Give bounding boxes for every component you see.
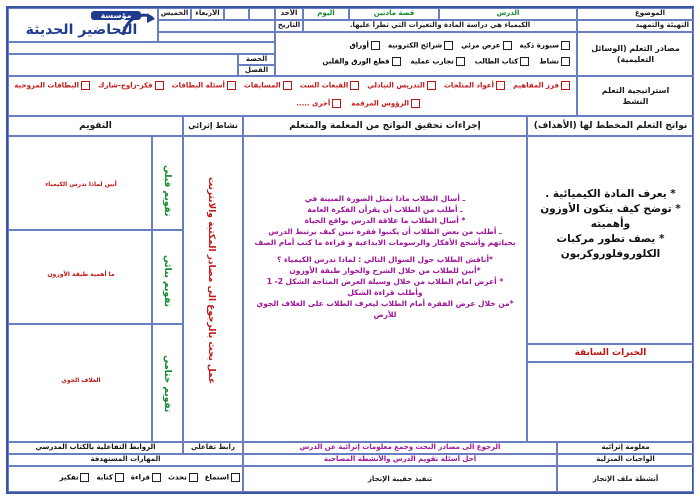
portfolio-label: أنشطة ملف الإنجاز xyxy=(592,474,659,483)
eval-summative-label-cell xyxy=(152,324,183,442)
intro-text-cell xyxy=(303,20,577,32)
checkbox[interactable] xyxy=(456,57,465,66)
day-sun: الأحد xyxy=(280,9,298,17)
strat-opt-10[interactable]: أخرى ..... xyxy=(296,99,343,109)
eval-pre-label-cell xyxy=(152,136,183,230)
course-cell xyxy=(349,8,439,20)
lesson-cell xyxy=(439,8,577,20)
prior-knowledge-label-cell xyxy=(527,344,694,362)
activity-text: عمل بحث بالرجوع الى مصادر المكتبة والانترنت xyxy=(206,177,216,385)
strategies-line2 xyxy=(13,99,572,109)
checkbox[interactable] xyxy=(392,57,401,66)
strategies-line1 xyxy=(13,81,572,91)
eval-formative-label-cell xyxy=(152,230,183,324)
eval-summative-text: الغلاف الجوي xyxy=(61,377,101,384)
enrich-label: معلومة إثرائية xyxy=(601,443,650,451)
date-label-cell xyxy=(275,20,303,32)
homework-label: الواجبات المنزلية xyxy=(596,455,655,463)
lesson-label: الدرس xyxy=(496,9,520,17)
checkbox[interactable] xyxy=(444,41,453,50)
homework-text-cell xyxy=(243,454,557,466)
eval-summative-text-cell xyxy=(8,324,152,442)
date-label: التاريخ xyxy=(277,21,301,29)
checkbox[interactable] xyxy=(231,473,240,482)
skill-speaking[interactable]: تحدث xyxy=(168,473,200,483)
enrich-text-cell xyxy=(243,442,557,454)
res-opt-video[interactable]: عرض مرئي xyxy=(461,41,513,51)
resources-line2 xyxy=(280,57,572,67)
day-cell-tue xyxy=(224,8,249,20)
checkbox[interactable] xyxy=(561,41,570,50)
checkbox[interactable] xyxy=(227,81,236,90)
day-cell-mon xyxy=(249,8,275,20)
procedure-item: ـ أطلب من بعض الطلاب أن يكتبوا فقرة تبين كيف يرتبط الدرس بحياتهم وأشجع الأفكار والرسومات الابداعية و قراءة ما كتب أمام الصف xyxy=(254,227,516,247)
checkbox[interactable] xyxy=(332,99,341,108)
course-label: قصة مادتين xyxy=(373,9,415,17)
enrich-text: الرجوع الى مصادر البحث وجمع معلومات إثرائية عن الدرس xyxy=(299,443,501,451)
procedure-item: ـ أطلب من الطلاب أن يقرأن الفكرة العامة xyxy=(307,205,463,214)
eval-formative-text-cell xyxy=(8,230,152,324)
checkbox[interactable] xyxy=(81,81,90,90)
eval-formative-label: تقويم بنائي xyxy=(162,255,172,307)
portfolio-text: تنفيذ حقيبة الإنجاز xyxy=(367,474,433,483)
res-opt-paper-pens[interactable]: قطع الورق والقلبن xyxy=(322,57,402,67)
strategies-options xyxy=(8,76,577,116)
day-label-cell xyxy=(303,8,349,20)
procedure-item: * أسال الطلاب ما علاقة الدرس بواقع الحياة xyxy=(304,216,466,225)
strat-opt-5[interactable]: المسابقات xyxy=(244,81,294,91)
homework-text: أحل أسئلة تقويم الدرس والأنشطة المصاحبة xyxy=(323,455,477,463)
checkbox[interactable] xyxy=(411,99,420,108)
res-opt-book[interactable]: كتاب الطالب xyxy=(475,57,532,67)
day-cell-wed xyxy=(191,8,224,20)
prior-knowledge-label: الخبرات السابقة xyxy=(574,348,647,358)
period-label: الحصة xyxy=(245,55,268,63)
prior-knowledge-value-cell xyxy=(527,362,694,442)
outcomes-header-text: نواتج التعلم المخطط لها (الأهداف) xyxy=(533,121,688,131)
procedures-header xyxy=(243,116,527,136)
activity-header xyxy=(183,116,243,136)
checkbox[interactable] xyxy=(152,473,161,482)
skills-label-cell xyxy=(8,454,243,466)
outcome-item: * يصف تطور مركبات الكلوروفلوروكربون xyxy=(556,233,665,260)
resources-options xyxy=(275,32,577,76)
strategies-label-cell xyxy=(577,76,694,116)
outcome-item: * يعرف المادة الكيميائية . xyxy=(545,188,676,200)
skill-reading[interactable]: قراءة xyxy=(131,473,163,483)
checkbox[interactable] xyxy=(371,41,380,50)
res-opt-slides[interactable]: شرائح الكترونية xyxy=(388,41,455,51)
blank-cell-b xyxy=(8,42,275,54)
class-label: الفصل xyxy=(244,66,269,74)
outcomes-cell xyxy=(527,136,694,344)
period-label-cell xyxy=(238,54,275,65)
class-label-cell xyxy=(238,65,275,76)
res-opt-papers[interactable]: أوراق xyxy=(350,41,382,51)
procedure-item: ـ أسال الطلاب ماذا تمثل الصورة المبينة في xyxy=(304,194,466,203)
intro-text: الكيمياء هي دراسة المادة والتغيرات التي تطرأ عليها. xyxy=(349,21,531,29)
intro-label: التهيئة والتمهيد xyxy=(635,21,689,29)
checkbox[interactable] xyxy=(496,81,505,90)
checkbox[interactable] xyxy=(427,81,436,90)
subject-label: الموضوع xyxy=(634,9,665,17)
checkbox[interactable] xyxy=(80,473,89,482)
procedures-cell xyxy=(243,136,527,442)
eval-summative-label: تقويم ختامي xyxy=(162,355,172,413)
procedure-item: *من خلال عرض الفقرة أمام الطلاب ليعرف الطلاب على الغلاف الجوي للأرض xyxy=(256,299,514,319)
blank-cell-a xyxy=(158,32,275,42)
res-opt-smartboard[interactable]: سبورة ذكية xyxy=(520,41,573,51)
strat-opt-3[interactable]: التدريس التبادلي xyxy=(367,81,438,91)
checkbox[interactable] xyxy=(561,81,570,90)
portfolio-text-cell xyxy=(243,466,557,492)
strat-opt-4[interactable]: القبعات الست xyxy=(300,81,362,91)
eval-pre-text-cell xyxy=(8,136,152,230)
skills-options xyxy=(9,473,242,483)
checkbox[interactable] xyxy=(189,473,198,482)
checkbox[interactable] xyxy=(283,81,292,90)
procedures-list xyxy=(254,193,516,320)
day-label: اليوم xyxy=(317,9,335,17)
res-opt-activity[interactable]: نشاط xyxy=(539,57,572,67)
skills-label: المهارات المستهدفة xyxy=(90,455,161,463)
enrich-label-cell xyxy=(557,442,694,454)
strat-opt-2[interactable]: أعواد المثلجات xyxy=(444,81,507,91)
resources-label: مصادر التعلم (الوسائل التعليمية) xyxy=(591,44,680,64)
resources-line1 xyxy=(280,41,572,51)
outcomes-header xyxy=(527,116,694,136)
procedure-item: *أناقش الطلاب حول السوال التالي : لماذا ندرس الكيمياء ؟ xyxy=(277,255,493,264)
strat-opt-9[interactable]: الرؤوس المرقمة xyxy=(351,99,422,109)
logo-area xyxy=(8,8,158,42)
outcomes-list xyxy=(538,187,683,262)
day-cell-thu xyxy=(158,8,191,20)
eval-pre-text: أبين لماذا ندرس الكيمياء xyxy=(45,181,117,188)
procedure-item: * أعرض امام الطلاب من خلال وسيلة العرض المتاحة الشكل 2- 1 وأطلب قراءة الشكل xyxy=(266,277,504,297)
link-label: رابط تفاعلي xyxy=(190,443,235,451)
skill-writing[interactable]: كتابة xyxy=(96,473,125,483)
resources-label-cell xyxy=(577,32,694,76)
checkbox[interactable] xyxy=(350,81,359,90)
skill-thinking[interactable]: تفكير xyxy=(60,473,92,483)
logo-line2: التحاضير الحديثة xyxy=(25,22,138,38)
strat-opt-8[interactable]: البطاقات المروحية xyxy=(14,81,92,91)
skills-options-cell xyxy=(8,466,243,492)
strat-opt-7[interactable]: فكر-زاوج-شارك xyxy=(98,81,166,91)
link-text-cell xyxy=(8,442,183,454)
period-class-values xyxy=(8,54,238,76)
day-thu: الخميس xyxy=(160,9,189,17)
checkbox[interactable] xyxy=(115,473,124,482)
strat-opt-6[interactable]: أسئلة البطاقات xyxy=(172,81,238,91)
skill-listening[interactable]: استماع xyxy=(205,473,242,483)
lesson-plan-sheet xyxy=(6,6,694,494)
logo-line1: مؤسسة xyxy=(91,11,141,20)
res-opt-experiments[interactable]: تجارب عملية xyxy=(411,57,467,67)
checkbox[interactable] xyxy=(520,57,529,66)
evaluation-header-text: التقويم xyxy=(79,121,112,131)
eval-formative-text: ما أهمية طبقة الأوزون xyxy=(47,271,115,278)
strategies-label: استراتيجية التعلم النشط xyxy=(601,86,670,106)
homework-label-cell xyxy=(557,454,694,466)
strat-opt-1[interactable]: فرز المفاهيم xyxy=(513,81,572,91)
activity-header-text: نشاط إثرائي xyxy=(188,121,238,130)
day-wed: الأربعاء xyxy=(195,9,220,17)
outcome-item: * توضح كيف يتكون الأوزون وأهميته xyxy=(540,203,681,230)
evaluation-header xyxy=(8,116,183,136)
day-cell-sun xyxy=(275,8,303,20)
checkbox[interactable] xyxy=(503,41,512,50)
checkbox[interactable] xyxy=(155,81,164,90)
activity-cell xyxy=(183,136,243,442)
procedure-item: *أبين للطلاب من خلال الشرح والحوار طبقة الأوزون xyxy=(289,266,481,275)
checkbox[interactable] xyxy=(561,57,570,66)
link-label-cell xyxy=(183,442,243,454)
intro-label-cell xyxy=(577,20,694,32)
procedures-header-text: إجراءات تحقيق النواتج من المعلمة والمتعلم xyxy=(289,121,481,131)
link-text: الروابط التفاعلية بالكتاب المدرسي xyxy=(35,443,156,451)
portfolio-label-cell xyxy=(557,466,694,492)
date-value-cell xyxy=(158,20,275,32)
subject-cell xyxy=(577,8,694,20)
eval-pre-label: تقويم قبلي xyxy=(162,165,172,217)
